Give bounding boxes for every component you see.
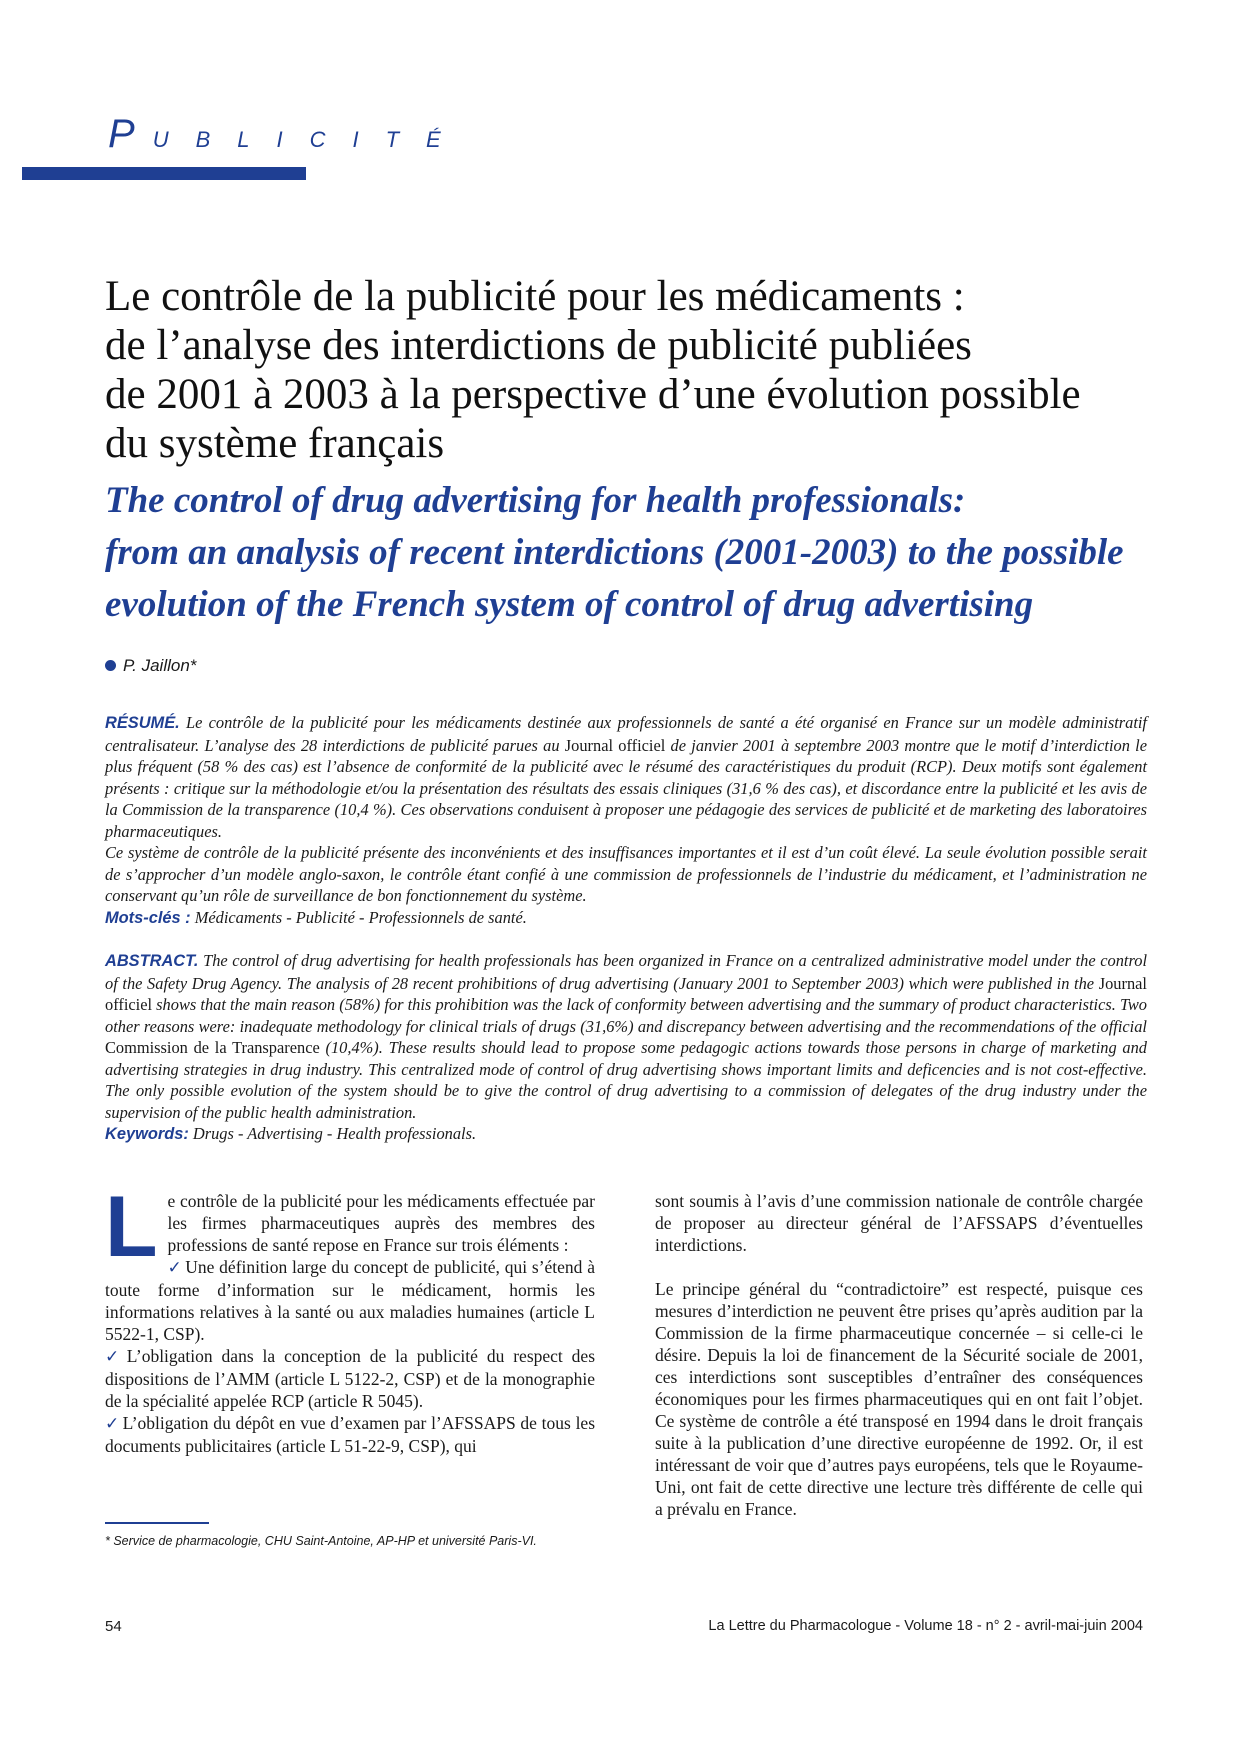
abstract-heading: ABSTRACT. <box>105 952 199 970</box>
list-item <box>105 1412 595 1457</box>
title-fr-line: de 2001 à 2003 à la perspective d’une évolution possible <box>105 371 1081 418</box>
title-en-line: from an analysis of recent interdictions (2001-2003) to the possible <box>105 532 1124 573</box>
list-item-text: L’obligation dans la conception de la publicité du respect des dispositions de l’AMM (article L 5122-2, CSP) et de la monographie de la spécialité appelée RCP (article R 5045). <box>105 1346 596 1411</box>
keywords-text: Drugs - Advertising - Health professionals. <box>188 1124 477 1143</box>
section-label: UBLICITÉ <box>152 127 468 152</box>
abstract-text: shows that the main reason (58%) for this prohibition was the lack of conformity between advertising and the summary of product characteristics. Two other reasons were: inadequate methodology for clinical trials of drugs (31,6%) and discrepancy between advertising and the recommendations of the official <box>105 995 1147 1036</box>
check-icon: ✓ <box>105 1347 124 1367</box>
abstract-keywords <box>105 1123 1147 1146</box>
check-icon: ✓ <box>105 1414 120 1434</box>
title-en-line: The control of drug advertising for health professionals: <box>105 480 966 521</box>
abstract-commission-name: Commission de la Transparence <box>105 1038 320 1057</box>
resume-text: de janvier 2001 à septembre 2003 montre que le motif d’interdiction le plus fréquent (58 % des cas) est l’absence de conformité de la publicité avec le résumé des caractéristiques du produit (RCP). Deux motifs sont également présents : critique sur la méthodologie et/ou la présentation des résultats des essais cliniques (31,6 % des cas), et discordance entre la publicité et les avis de la Commission de la transparence (10,4 %). Ces observations conduisent à proposer une pédagogie des services de publicité et de marketing des laboratoires pharmaceutiques. <box>105 735 1147 841</box>
abstract-journal-name: Journal officiel <box>105 973 1147 1014</box>
resume-keywords <box>105 907 1147 930</box>
keywords-label: Keywords: <box>105 1125 189 1143</box>
body-column-right <box>655 1190 1143 1520</box>
resume-block <box>105 712 1147 929</box>
resume-journal-name: Journal officiel <box>564 735 666 755</box>
abstract-text: The control of drug advertising for health professionals has been organized in France on a centralized administrative model under the control of the Safety Drug Agency. The analysis of 28 recent prohibitions of drug advertising (January 2001 to September 2003) which were published in the <box>105 951 1147 993</box>
resume-text: Le contrôle de la publicité pour les médicaments destinée aux professionnels de santé a été organisé en France sur un modèle administratif centralisateur. L’analyse des 28 interdictions de publicité parues au <box>105 713 1147 755</box>
list-item <box>105 1256 595 1345</box>
intro-text: e contrôle de la publicité pour les médicaments effectuée par les firmes pharmaceutiques auprès des membres des professions de santé repose en France sur trois éléments : <box>167 1191 595 1255</box>
body-paragraph: Le principe général du “contradictoire” est respecté, puisque ces mesures d’interdiction ne peuvent être prises qu’après audition par la Commission de la firme pharmaceutique concernée – si celle-ci le désire. Depuis la loi de financement de la Sécurité sociale de 2001, ces interdictions sont susceptibles d’entraîner des conséquences économiques pour les firmes pharmaceutiques qui en ont fait l’objet. Ce système de contrôle a été transposé en 1994 dans le droit français suite à la publication d’une directive européenne de 1992. Or, il est intéressant de voir que d’autres pays européens, tels que le Royaume-Uni, ont fait de cette directive une lecture très différente de celle qui a prévalu en France. <box>655 1279 1143 1519</box>
body-column-left <box>105 1179 596 1457</box>
footnote: * Service de pharmacologie, CHU Saint-Antoine, AP-HP et université Paris-VI. <box>105 1534 537 1548</box>
keywords-text: Médicaments - Publicité - Professionnels de santé. <box>190 907 527 927</box>
title-french <box>105 272 1145 468</box>
abstract-block <box>105 950 1147 1146</box>
title-fr-line: de l’analyse des interdictions de publicité publiées <box>105 322 972 369</box>
title-en-line: evolution of the French system of control of drug advertising <box>105 584 1034 625</box>
title-english <box>105 475 1145 631</box>
abstract-text: (10,4%). These results should lead to propose some pedagogic actions towards those persons in charge of marketing and advertising strategies in drug industry. This centralized mode of control of drug advertising shows important limits and deficencies and is not cost-effective. The only possible evolution of the system should be to give the control of drug advertising to a commission of delegates of the drug industry under the supervision of the public health administration. <box>105 1038 1147 1122</box>
journal-citation: La Lettre du Pharmacologue - Volume 18 - n° 2 - avril-mai-juin 2004 <box>708 1618 1143 1634</box>
section-heading <box>108 112 468 157</box>
paragraph-gap <box>655 1256 1143 1278</box>
author-line <box>105 656 196 676</box>
bullet-icon <box>105 660 116 671</box>
section-bar <box>22 167 306 180</box>
body-paragraph: sont soumis à l’avis d’une commission nationale de contrôle chargée de proposer au directeur général de l’AFSSAPS d’éventuelles interdictions. <box>655 1191 1143 1255</box>
section-initial: P <box>108 112 135 156</box>
check-icon: ✓ <box>167 1258 183 1278</box>
resume-para2: Ce système de contrôle de la publicité présente des inconvénients et des insuffisances importantes et il est d’un coût élevé. La seule évolution possible serait de s’approcher d’un modèle anglo-saxon, le contrôle étant confié à une commission de professionnels de l’industrie du médicament, et l’administration ne conservant qu’un rôle de surveillance de bon fonctionnement du système. <box>105 843 1147 905</box>
page-number: 54 <box>105 1618 122 1635</box>
footnote-rule <box>105 1522 209 1524</box>
list-item <box>105 1345 595 1412</box>
keywords-label: Mots-clés : <box>105 908 191 927</box>
drop-cap: L <box>105 1179 158 1275</box>
resume-heading: RÉSUMÉ. <box>105 714 180 732</box>
title-fr-line: Le contrôle de la publicité pour les médicaments : <box>105 273 965 320</box>
title-fr-line: du système français <box>105 420 445 467</box>
intro-paragraph <box>105 1179 595 1275</box>
author-name: P. Jaillon* <box>123 656 197 675</box>
list-item-text: Une définition large du concept de publicité, qui s’étend à toute forme d’information sur le médicament, hormis les informations relatives à la santé ou aux maladies humaines (article L 5522-1, CSP). <box>105 1257 595 1344</box>
list-item-text: L’obligation du dépôt en vue d’examen par l’AFSSAPS de tous les documents publicitaires (article L 51-22-9, CSP), qui <box>105 1413 596 1456</box>
